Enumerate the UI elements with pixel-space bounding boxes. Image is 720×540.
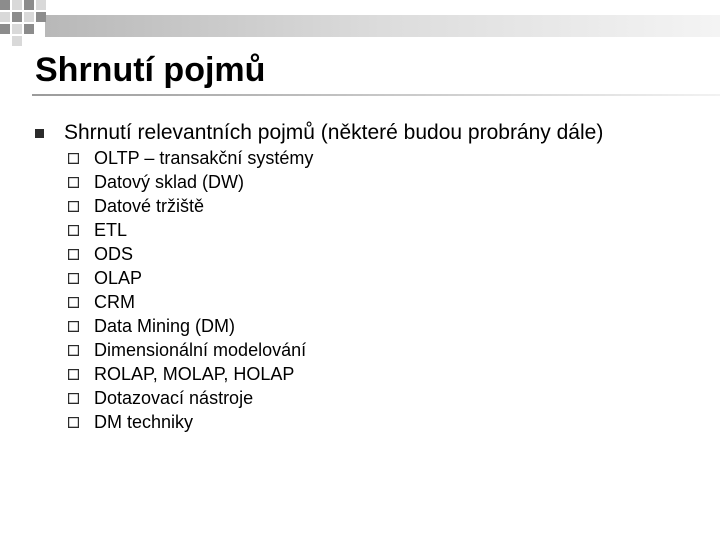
sub-bullet-text: CRM (94, 291, 135, 312)
sub-bullet-item (68, 242, 313, 266)
checkbox-bullet-icon (68, 417, 79, 428)
sub-bullet-text: Dotazovací nástroje (94, 387, 254, 408)
slide-title: Shrnutí pojmů (35, 51, 266, 89)
sub-bullet-item (68, 362, 313, 386)
sub-bullet-text: OLAP (94, 267, 143, 288)
sub-bullet-list (68, 146, 313, 434)
main-bullet-text: Shrnutí relevantních pojmů (některé budou probrány dále) (64, 121, 604, 144)
sub-bullet-item (68, 290, 313, 314)
sub-bullet-text: ROLAP, MOLAP, HOLAP (94, 363, 295, 384)
sub-bullet-item (68, 410, 313, 434)
title-divider (32, 94, 720, 96)
sub-bullet-text: Data Mining (DM) (94, 315, 236, 336)
checkbox-bullet-icon (68, 321, 79, 332)
sub-bullet-text: OLTP – transakční systémy (94, 147, 314, 168)
checkbox-bullet-icon (68, 273, 79, 284)
checkbox-bullet-icon (68, 297, 79, 308)
sub-bullet-text: ODS (94, 243, 134, 264)
checkbox-bullet-icon (68, 369, 79, 380)
sub-bullet-item (68, 146, 313, 170)
checkbox-bullet-icon (68, 345, 79, 356)
sub-bullet-text: DM techniky (94, 411, 194, 432)
sub-bullet-item (68, 218, 313, 242)
checkbox-bullet-icon (68, 201, 79, 212)
sub-bullet-text: Datové tržiště (94, 195, 205, 216)
sub-bullet-text: Dimensionální modelování (94, 339, 307, 360)
sub-bullet-text: ETL (94, 219, 128, 240)
sub-bullet-item (68, 170, 313, 194)
sub-bullet-item (68, 338, 313, 362)
sub-bullet-item (68, 194, 313, 218)
sub-bullet-text: Datový sklad (DW) (94, 171, 245, 192)
filled-square-bullet-icon (35, 129, 44, 138)
checkbox-bullet-icon (68, 177, 79, 188)
sub-bullet-item (68, 266, 313, 290)
checkbox-bullet-icon (68, 249, 79, 260)
checkbox-bullet-icon (68, 393, 79, 404)
sub-bullet-item (68, 386, 313, 410)
checkbox-bullet-icon (68, 153, 79, 164)
decorative-header-squares (0, 0, 720, 50)
sub-bullet-item (68, 314, 313, 338)
main-bullet-item (35, 122, 603, 144)
checkbox-bullet-icon (68, 225, 79, 236)
